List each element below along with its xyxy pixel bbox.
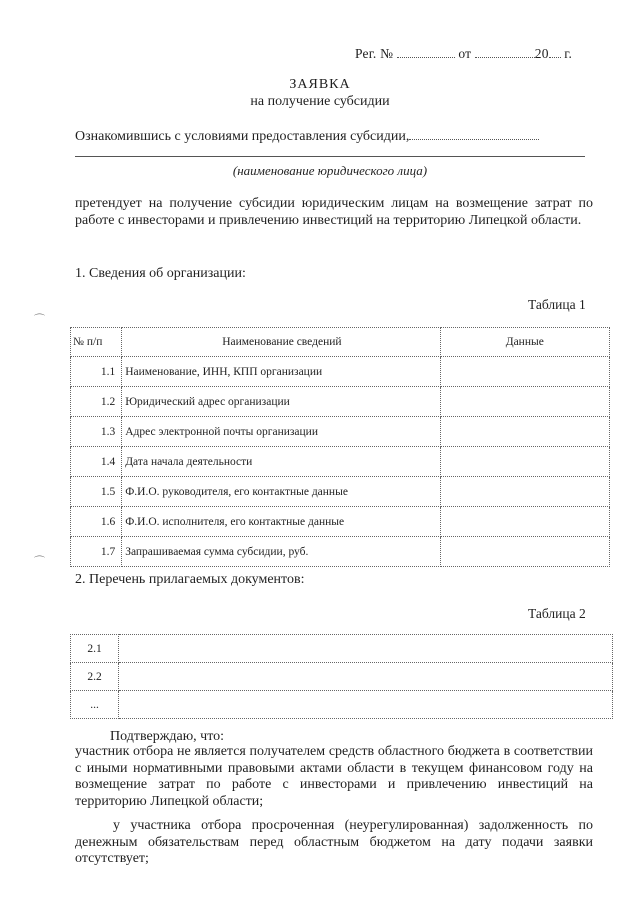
row-value[interactable]	[440, 447, 609, 477]
table-row	[71, 663, 613, 691]
row-name: Юридический адрес организации	[122, 387, 440, 417]
row-name: Ф.И.О. исполнителя, его контактные данные	[122, 507, 440, 537]
reg-from-label: от	[458, 46, 472, 61]
row-number: 2.1	[71, 635, 119, 663]
row-number: 1.2	[71, 387, 122, 417]
table-row	[71, 387, 610, 417]
claim-paragraph: претендует на получение субсидии юридическим лицам на возмещение затрат по работе с инвесторами и привлечению инвестиций на территорию Липецкой области.	[75, 196, 593, 228]
confirm-paragraph-1: участник отбора не является получателем средств областного бюджета в соответствии с иными нормативными правовыми актами области в текущем финансовом году на возмещение затрат по работе с инвесторами и привлечению инвестиций на территорию Липецкой области;	[75, 744, 593, 809]
row-number: 1.4	[71, 447, 122, 477]
row-name: Адрес электронной почты организации	[122, 417, 440, 447]
section-1-heading: 1. Сведения об организации:	[75, 266, 246, 281]
row-value[interactable]	[440, 417, 609, 447]
document-subtitle: на получение субсидии	[250, 94, 390, 109]
row-number: 2.2	[71, 663, 119, 691]
row-value[interactable]	[440, 387, 609, 417]
registration-line	[355, 46, 572, 62]
table-1-caption: Таблица 1	[528, 297, 586, 312]
row-value[interactable]	[440, 537, 609, 567]
table-row	[71, 357, 610, 387]
org-name-caption: (наименование юридического лица)	[232, 163, 428, 178]
org-name-line[interactable]	[75, 156, 585, 157]
row-name: Ф.И.О. руководителя, его контактные данные	[122, 477, 440, 507]
row-name: Запрашиваемая сумма субсидии, руб.	[122, 537, 440, 567]
row-number: ...	[71, 691, 119, 719]
org-name-blank[interactable]	[409, 129, 539, 140]
reg-year-blank[interactable]	[549, 47, 561, 58]
confirm-heading: Подтверждаю, что:	[110, 729, 225, 744]
header-name: Наименование сведений	[122, 328, 440, 357]
reg-year-label: 20	[534, 46, 549, 61]
table-row	[71, 537, 610, 567]
row-value[interactable]	[119, 663, 613, 691]
row-value[interactable]	[440, 507, 609, 537]
documents-table	[70, 634, 613, 719]
row-number: 1.1	[71, 357, 122, 387]
section-2-heading: 2. Перечень прилагаемых документов:	[75, 572, 305, 587]
reg-year-suffix: г.	[564, 46, 573, 61]
organization-info-table	[70, 327, 610, 567]
row-number: 1.5	[71, 477, 122, 507]
table-row	[71, 507, 610, 537]
row-number: 1.3	[71, 417, 122, 447]
row-value[interactable]	[119, 691, 613, 719]
table-row	[71, 447, 610, 477]
table-row	[71, 691, 613, 719]
row-value[interactable]	[119, 635, 613, 663]
row-name: Дата начала деятельности	[122, 447, 440, 477]
header-number: № п/п	[71, 328, 122, 357]
row-number: 1.7	[71, 537, 122, 567]
row-number: 1.6	[71, 507, 122, 537]
table-row	[71, 635, 613, 663]
row-name: Наименование, ИНН, КПП организации	[122, 357, 440, 387]
reg-number-label: Рег. №	[355, 46, 394, 61]
table-2-caption: Таблица 2	[528, 606, 586, 621]
reg-number-blank[interactable]	[397, 47, 455, 58]
hole-punch-mark: ⌒	[34, 314, 45, 326]
document-title: ЗАЯВКА	[289, 77, 351, 92]
table-header-row	[71, 328, 610, 357]
header-data: Данные	[440, 328, 609, 357]
hole-punch-mark: ⌒	[34, 556, 45, 568]
reg-date-blank[interactable]	[475, 47, 535, 58]
confirm-paragraph-2: у участника отбора просроченная (неурегулированная) задолженность по денежным обязательствам перед областным бюджетом на дату подачи заявки отсутствует;	[75, 818, 593, 866]
table-row	[71, 417, 610, 447]
intro-text: Ознакомившись с условиями предоставления субсидии,	[75, 129, 410, 144]
intro-line	[75, 129, 539, 145]
table-row	[71, 477, 610, 507]
row-value[interactable]	[440, 357, 609, 387]
row-value[interactable]	[440, 477, 609, 507]
